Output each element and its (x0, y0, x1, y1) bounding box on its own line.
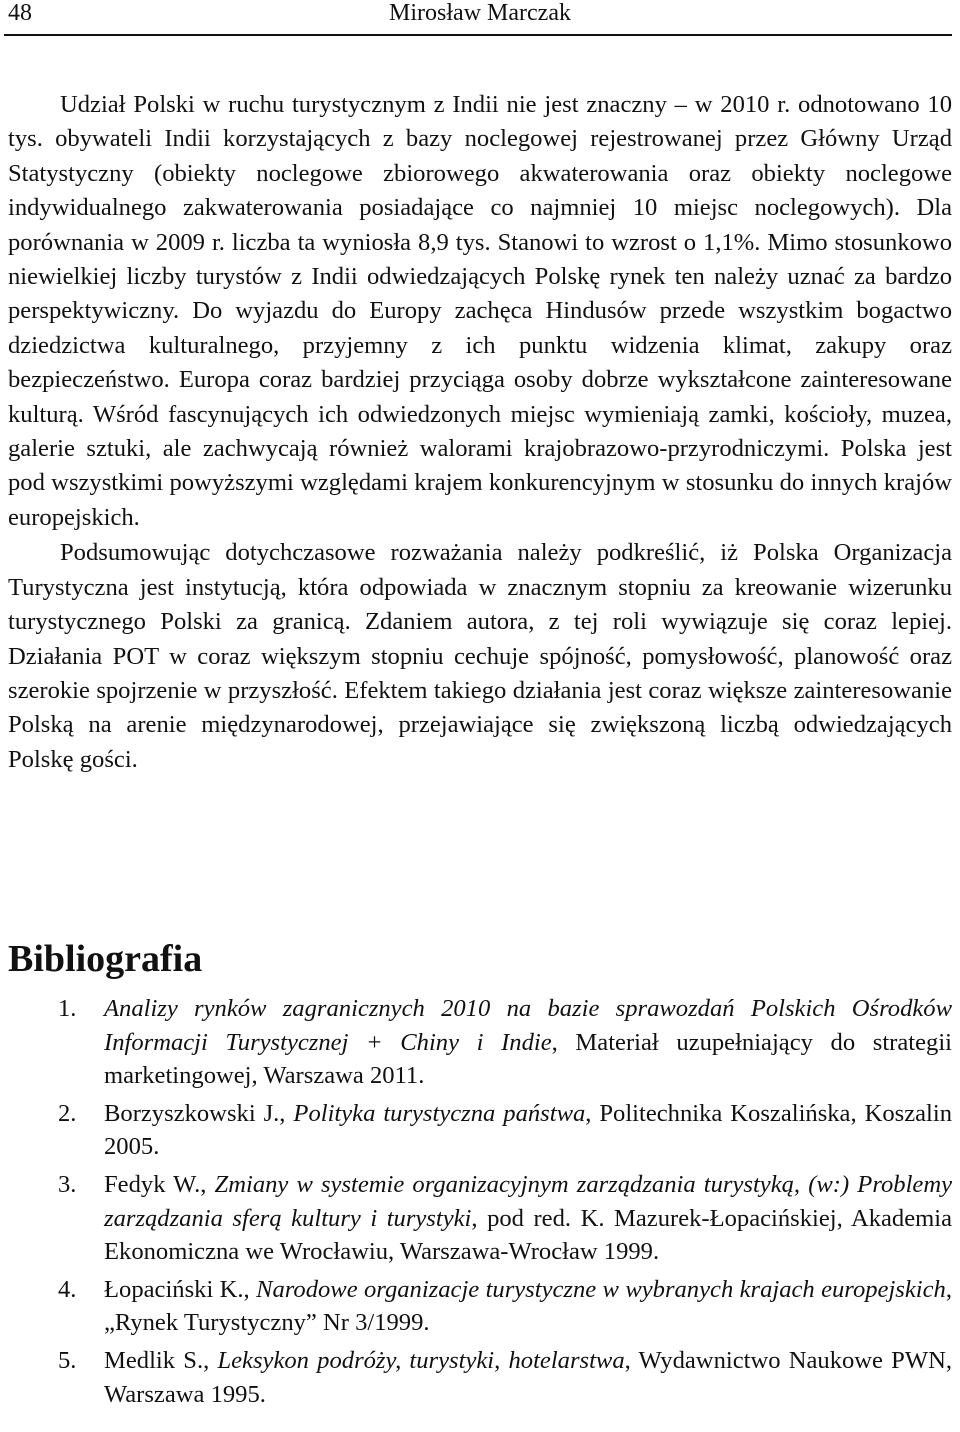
body-text (8, 88, 952, 777)
bibliography-item-title: Polityka turystyczna państwa (293, 1099, 586, 1127)
bibliography-item-author: Borzyszkowski J., (104, 1099, 294, 1127)
page-number: 48 (8, 0, 32, 26)
bibliography-item-author: Fedyk W., (104, 1170, 215, 1198)
bibliography-item-details: , „Rynek Turystyczny” Nr 3/1999. (104, 1275, 952, 1337)
bibliography-item (8, 1168, 952, 1269)
bibliography-item-title: Zmiany w systemie organizacyjnym zarządzania turystyką, (w:) Problemy zarządzania sferą kultury i turystyki (104, 1170, 952, 1232)
running-head-author: Mirosław Marczak (389, 0, 571, 26)
bibliography-item (8, 1344, 952, 1411)
bibliography-item-author: Medlik S., (104, 1346, 218, 1374)
bibliography-item-details: , pod red. K. Mazurek-Łopacińskiej, Akademia Ekonomiczna we Wrocławiu, Warszawa-Wrocław 1999. (104, 1204, 953, 1266)
bibliography-list (8, 992, 952, 1415)
bibliography-item-number: 1. (58, 995, 77, 1022)
page-header (8, 0, 952, 32)
bibliography-item-details: , Wydawnictwo Naukowe PWN, Warszawa 1995. (104, 1346, 952, 1408)
paragraph: Podsumowując dotychczasowe rozważania należy podkreślić, iż Polska Organizacja Turystyczna jest instytucją, która odpowiada w znacznym stopniu za kreowanie wizerunku turystycznego Polski za granicą. Zdaniem autora, z tej roli wywiązuje się coraz lepiej. Działania POT w coraz większym stopniu cechuje spójność, pomysłowość, planowość oraz szerokie spojrzenie w przyszłość. Efektem takiego działania jest coraz większe zainteresowanie Polską na arenie międzynarodowej, przejawiające się zwiększoną liczbą odwiedzających Polskę gości. (8, 539, 952, 773)
bibliography-item (8, 992, 952, 1093)
bibliography-item (8, 1273, 952, 1340)
bibliography-item-author: Łopaciński K., (104, 1275, 257, 1303)
bibliography-item-details: , Materiał uzupełniający do strategii marketingowej, Warszawa 2011. (104, 1028, 952, 1090)
bibliography-item-details: , Politechnika Koszalińska, Koszalin 2005. (104, 1099, 952, 1161)
paragraph: Udział Polski w ruchu turystycznym z Indii nie jest znaczny – w 2010 r. odnotowano 10 tys. obywateli Indii korzystających z bazy noclegowej rejestrowanej przez Główny Urząd Statystyczny (obiekty noclegowe zbiorowego akwaterowania oraz obiekty noclegowe indywidualnego zakwaterowania posiadające co najmniej 10 miejsc noclegowych). Dla porównania w 2009 r. liczba ta wyniosła 8,9 tys. Stanowi to wzrost o 1,1%. Mimo stosunkowo niewielkiej liczby turystów z Indii odwiedzających Polskę rynek ten należy uznać za bardzo perspektywiczny. Do wyjazdu do Europy zachęca Hindusów przede wszystkim bogactwo dziedzictwa kulturalnego, przyjemny z ich punktu widzenia klimat, zakupy oraz bezpieczeństwo. Europa coraz bardziej przyciąga osoby dobrze wykształcone zainteresowane kulturą. Wśród fascynujących ich odwiedzonych miejsc wymieniają zamki, kościoły, muzea, galerie sztuki, ale zachwycają również walorami krajobrazowo-przyrodniczymi. Polska jest pod wszystkimi powyższymi względami krajem konkurencyjnym w stosunku do innych krajów europejskich. (8, 91, 952, 531)
bibliography-item-number: 3. (58, 1170, 77, 1198)
header-rule (4, 34, 952, 36)
bibliography-item-number: 5. (58, 1346, 77, 1374)
bibliography-item-number: 2. (58, 1099, 77, 1127)
bibliography-item-title: Narodowe organizacje turystyczne w wybranych krajach europejskich (256, 1275, 946, 1303)
bibliography-item (8, 1097, 952, 1164)
bibliography-item-title: Leksykon podróży, turystyki, hotelarstwa (217, 1346, 625, 1374)
bibliography-heading: Bibliografia (8, 938, 203, 980)
bibliography-item-title: Analizy rynków zagranicznych 2010 na bazie sprawozdań Polskich Ośrodków Informacji Turystycznej + Chiny i Indie (104, 995, 952, 1056)
bibliography-item-number: 4. (58, 1275, 77, 1303)
